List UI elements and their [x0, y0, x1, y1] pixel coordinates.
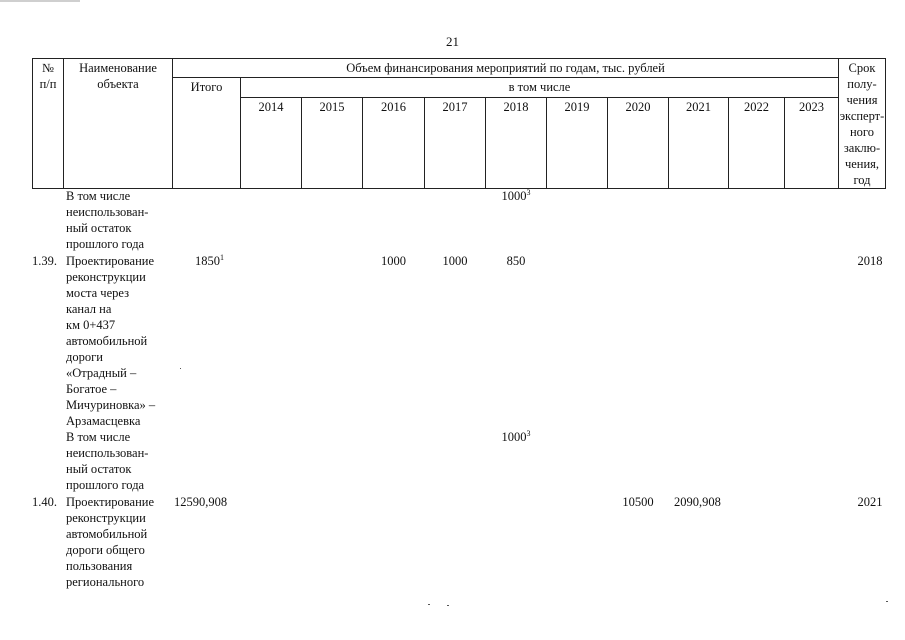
row-name-line: автомобильной: [66, 527, 148, 541]
header-deadline-line: год: [853, 173, 871, 187]
row-name-line: ный остаток: [66, 221, 132, 235]
row-name-line: Проектирование: [66, 495, 155, 509]
header-year-2023: 2023: [799, 100, 824, 114]
header-year-cell: [546, 97, 608, 189]
row-name-line: регионального: [66, 575, 145, 589]
header-no-cell: [32, 58, 64, 189]
scan-speck: [886, 601, 888, 602]
row-number: 1.40.: [32, 495, 57, 509]
header-including-cell: [240, 77, 839, 98]
header-year-cell: [362, 97, 425, 189]
page-number: 21: [446, 34, 459, 49]
row-number: 1.39.: [32, 254, 57, 268]
row-name-line: В том числе: [66, 430, 131, 444]
header-deadline-line: заклю-: [843, 141, 881, 155]
scan-speck: [180, 368, 181, 369]
row-2018-value: 1000$^3$: [501, 187, 531, 203]
header-including-label: в том числе: [508, 80, 571, 94]
row-total-value: 1850$^1$: [195, 252, 224, 268]
header-year-cell: [728, 97, 785, 189]
row-2021-value: 2090,908: [674, 495, 721, 509]
header-year-cell: [607, 97, 669, 189]
header-year-cell: [240, 97, 302, 189]
row-name-line: Мичуриновка» –: [66, 398, 156, 412]
header-funding-title: Объем финансирования мероприятий по годам, тыс. рублей: [346, 61, 665, 75]
header-year-2019: 2019: [564, 100, 590, 114]
row-total-value: 12590,908: [174, 495, 228, 509]
row-name-line: неиспользован-: [66, 446, 149, 460]
row-name-line: В том числе: [66, 189, 131, 203]
scan-speck: [428, 604, 430, 605]
header-name-line2: объекта: [97, 77, 139, 91]
row-name-line: Арзамасцевка: [66, 414, 141, 428]
header-year-cell: [668, 97, 729, 189]
row-deadline-value: 2021: [857, 495, 883, 509]
header-deadline-line: ного: [849, 125, 874, 139]
row-2016-value: 1000: [381, 254, 406, 268]
header-year-cell: [485, 97, 547, 189]
header-name-line1: Наименование: [79, 61, 157, 75]
row-name-line: дороги: [66, 350, 103, 364]
header-deadline-line: чения: [846, 93, 878, 107]
header-name-cell: [63, 58, 173, 189]
header-no-line2: п/п: [39, 77, 57, 91]
row-name-line: Богатое –: [66, 382, 117, 396]
header-deadline-line: эксперт-: [839, 109, 885, 123]
row-2018-value: 1000$^3$: [501, 428, 531, 444]
header-total-cell: [172, 77, 241, 189]
scan-speck: [447, 605, 449, 606]
row-2018-value: 850: [506, 254, 526, 268]
header-year-2018: 2018: [503, 100, 529, 114]
header-year-2016: 2016: [381, 100, 406, 114]
row-2017-value: 1000: [442, 254, 468, 268]
row-name-line: «Отрадный –: [66, 366, 137, 380]
header-year-2021: 2021: [686, 100, 711, 114]
row-name-line: канал на: [66, 302, 112, 316]
row-2020-value: 10500: [622, 495, 654, 509]
header-year-2014: 2014: [258, 100, 284, 114]
header-funding-title-cell: [172, 58, 839, 78]
row-name-line: прошлого года: [66, 237, 145, 251]
header-total-label: Итого: [190, 80, 223, 94]
header-deadline-line: Срок: [848, 61, 876, 75]
row-name-line: Проектирование: [66, 254, 155, 268]
row-name-line: ный остаток: [66, 462, 132, 476]
scan-edge-artifact: [0, 0, 80, 2]
row-name-line: пользования: [66, 559, 133, 573]
row-name-line: прошлого года: [66, 478, 145, 492]
header-deadline-line: полу-: [847, 77, 877, 91]
row-name-line: реконструкции: [66, 511, 146, 525]
header-year-2020: 2020: [625, 100, 651, 114]
row-deadline-value: 2018: [857, 254, 883, 268]
row-name-line: реконструкции: [66, 270, 146, 284]
header-year-cell: [424, 97, 486, 189]
row-name-line: км 0+437: [66, 318, 116, 332]
header-year-2017: 2017: [442, 100, 468, 114]
row-name-line: автомобильной: [66, 334, 148, 348]
header-no-line1: №: [42, 61, 54, 75]
header-year-2022: 2022: [744, 100, 769, 114]
header-year-2015: 2015: [319, 100, 345, 114]
header-deadline-line: чения,: [844, 157, 880, 171]
header-year-cell: [301, 97, 363, 189]
row-name-line: неиспользован-: [66, 205, 149, 219]
row-name-line: моста через: [66, 286, 130, 300]
header-year-cell: [784, 97, 839, 189]
row-name-line: дороги общего: [66, 543, 145, 557]
header-deadline-cell: [838, 58, 886, 189]
